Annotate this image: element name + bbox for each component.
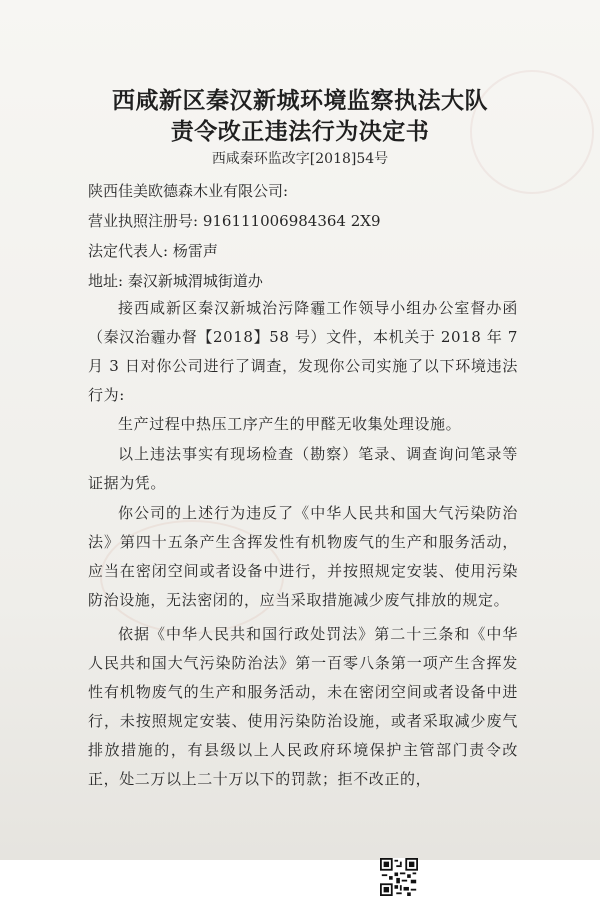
paragraph-legal-violation: 你公司的上述行为违反了《中华人民共和国大气污染防治法》第四十五条产生含挥发性有机物废气的生产和服务活动，应当在密闭空间或者设备中进行，并按照规定安装、使用污染防治设施，无法密闭的，应当采取措施减少废气排放的规定。: [88, 504, 518, 609]
qr-code-icon: [380, 858, 418, 896]
paragraph-violation: 生产过程中热压工序产生的甲醛无收集处理设施。: [118, 415, 462, 433]
paragraph-legal-basis: 依据《中华人民共和国行政处罚法》第二十三条和《中华人民共和国大气污染防治法》第一百零八条第一项产生含挥发性有机物废气的生产和服务活动，未在密闭空间或者设备中进行，未按照规定安装、使用污染防治设施，或者采取减少废气排放措施的，有县级以上人民政府环境保护主管部门责令改正，处二万以上二十万以下的罚款；拒不改正的，: [88, 625, 518, 788]
legal-representative: 法定代表人: 杨雷声: [88, 242, 218, 260]
recipient-name: 陕西佳美欧德森木业有限公司:: [88, 182, 289, 200]
document-number: 西咸秦环监改字[2018]54号: [211, 151, 389, 167]
bottom-margin: [0, 860, 600, 901]
paragraph-evidence: 以上违法事实有现场检查（勘察）笔录、调查询问笔录等证据为凭。: [88, 445, 518, 492]
paragraph-investigation: 接西咸新区秦汉新城治污降霾工作领导小组办公室督办函（秦汉治霾办督【2018】58 号）文件，本机关于 2018 年 7 月 3 日对你公司进行了调查，发现你公司实施了以下环境违法行为:: [88, 299, 518, 404]
document-title-line1: 西咸新区秦汉新城环境监察执法大队: [112, 88, 488, 114]
address: 地址: 秦汉新城渭城街道办: [88, 272, 263, 290]
business-license-number: 营业执照注册号: 916111006984364 2X9: [88, 212, 381, 230]
document-title-line2: 责令改正违法行为决定书: [170, 119, 430, 145]
